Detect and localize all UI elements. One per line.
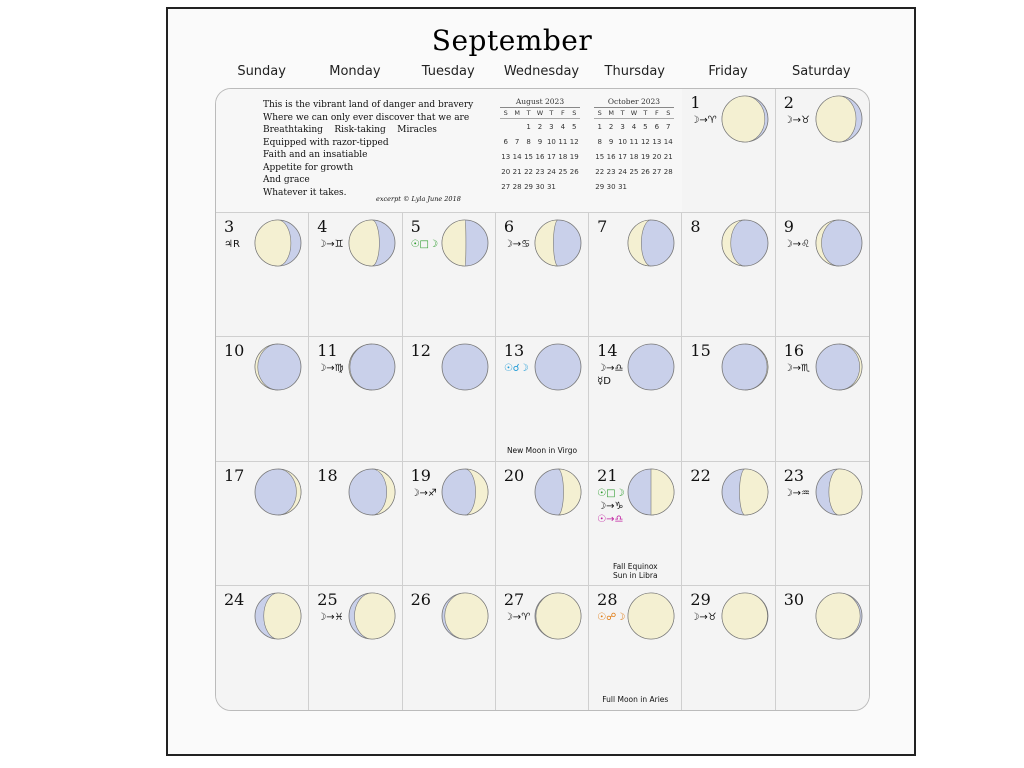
weekday-saturday: Saturday [792,64,851,79]
mini-date [651,179,662,194]
mini-date: 3 [549,122,554,131]
day-cell-22 [682,462,775,586]
weekday-monday: Monday [329,64,381,79]
mini-date: 6 [503,137,508,146]
astro-aspect: ☽→♈ [690,115,717,126]
mini-date [628,179,639,194]
day-number: 29 [690,589,711,609]
moon-event-note: New Moon in Virgo [506,446,578,456]
mini-calendar-table [594,109,674,194]
mini-date: 14 [512,152,522,161]
moon-phase-icon [627,592,675,640]
mini-date: 15 [595,152,605,161]
astro-aspect: ☽→♒ [783,487,811,499]
day-number: 19 [410,465,431,485]
day-cell-9 [776,213,869,337]
moon-phase-icon [534,592,582,640]
astro-aspect: ☽→♍ [317,363,344,375]
mini-date: 18 [558,152,568,161]
moon-event-note: Full Moon in Aries [602,694,669,704]
day-number: 6 [503,217,515,237]
moon-phase-icon [721,468,769,516]
day-cell-8 [682,213,775,337]
mini-date: 6 [654,122,660,131]
mini-date: 5 [643,122,648,131]
day-number: 17 [224,465,245,485]
moon-phase-icon [721,95,769,143]
mini-date: 19 [640,152,650,161]
mini-date: 13 [652,137,662,146]
moon-phase-icon [721,219,769,267]
day-cell-21 [589,462,682,586]
mini-date: 2 [608,122,614,131]
mini-date: 1 [597,122,602,131]
day-cell-25 [309,586,402,710]
mini-date: 3 [620,122,625,131]
day-cell-15 [682,337,775,461]
moon-event-note: Fall Equinox Sun in Libra [612,561,658,580]
mini-date [640,179,651,194]
day-cell-28 [589,586,682,710]
astro-aspect: ☉□☽ [410,239,438,251]
mini-weekday-label: T [640,109,651,119]
mini-date: 4 [631,122,637,131]
mini-weekday-label: W [628,109,639,119]
moon-phase-icon [627,343,675,391]
day-cell-3 [216,213,309,337]
day-number: 24 [224,589,245,609]
day-number: 11 [317,341,338,361]
day-number: 9 [783,217,794,237]
day-cell-13 [496,337,589,461]
poem-line: Faith and an insatiable [263,150,368,160]
month-title: September [431,24,593,57]
poem-line: Equipped with razor-tipped [263,137,389,148]
day-number: 3 [224,217,235,237]
mini-weekday-label: M [511,109,522,119]
mini-date: 28 [512,182,522,191]
day-number: 30 [783,589,805,609]
mini-calendar-title: October 2023 [594,97,674,108]
day-cell-17 [216,462,309,586]
mini-weekday-label: T [546,109,557,119]
mini-date: 27 [501,182,511,191]
mini-date: 30 [606,182,616,191]
day-cell-27 [496,586,589,710]
astro-aspect: ☽→♌ [783,239,811,251]
day-cell-20 [496,462,589,586]
mini-date: 12 [569,137,579,146]
day-cell-10 [216,337,309,461]
moon-phase-icon [348,468,396,516]
day-cell-29 [682,586,775,710]
astro-aspect: ☉☍☽ [597,611,626,623]
day-cell-16 [776,337,869,461]
day-number: 15 [690,341,711,361]
poem-line: This is the vibrant land of danger and bravery [263,100,474,110]
astro-aspect: ♃R [224,239,240,251]
mini-date: 11 [558,137,568,146]
moon-phase-icon [815,95,863,143]
day-cell-24 [216,586,309,710]
mini-date: 17 [618,152,628,161]
mini-date: 26 [640,167,650,176]
moon-phase-icon [254,468,302,516]
moon-phase-icon [441,343,489,391]
weekday-header [215,64,868,82]
poem-line: Where we can only ever discover that we are [263,112,470,123]
poem-line: Whatever it takes. [263,187,347,198]
poem-credit: excerpt © Lyla June 2018 [376,195,461,203]
mini-date [663,179,674,194]
astro-aspect: ☽→♊ [317,239,344,251]
mini-date: 28 [663,167,673,176]
weekday-thursday: Thursday [604,64,665,79]
poem [263,99,473,199]
mini-date: 5 [572,122,577,131]
mini-weekday-label: M [605,109,616,119]
mini-date: 2 [537,122,543,131]
mini-date: 29 [595,182,605,191]
mini-date: 18 [629,152,639,161]
moon-phase-icon [441,468,489,516]
day-number: 1 [690,93,701,112]
mini-date: 21 [663,152,673,161]
moon-phase-icon [627,219,675,267]
mini-date: 15 [524,152,534,161]
mini-date: 9 [537,137,543,146]
moon-phase-icon [815,592,863,640]
mini-weekday-label: S [663,109,674,119]
mini-date: 7 [666,122,671,131]
mini-weekday-label: S [500,109,511,119]
day-cell-5 [403,213,496,337]
astro-aspect: ☉□☽ [597,487,625,499]
mini-date [557,179,568,194]
mini-date: 24 [618,167,628,176]
mini-weekday-label: F [557,109,568,119]
astro-aspect: ☿D [597,376,611,388]
day-number: 13 [503,341,525,361]
mini-date: 16 [535,152,545,161]
moon-phase-icon [815,219,863,267]
day-cell-1 [682,89,775,213]
mini-date: 30 [535,182,545,191]
mini-calendar-previous [500,97,580,194]
astro-aspect: ☽→♉ [783,115,811,126]
day-number: 8 [690,217,701,237]
moon-phase-icon [721,592,769,640]
mini-date: 10 [546,137,556,146]
mini-date: 8 [526,137,531,146]
mini-date: 24 [546,167,556,176]
day-number: 4 [317,217,328,237]
day-cell-26 [403,586,496,710]
mini-weekday-label: W [534,109,545,119]
day-cell-11 [309,337,402,461]
mini-date: 25 [558,167,568,176]
mini-date: 23 [535,167,545,176]
mini-date: 22 [524,167,534,176]
day-number: 10 [224,341,245,361]
mini-date: 20 [652,152,662,161]
day-cell-30 [776,586,869,710]
mini-calendar-next [594,97,674,194]
astro-aspect: ☉☌☽ [503,363,529,375]
mini-weekday-label: T [523,109,534,119]
moon-phase-icon [441,219,489,267]
mini-date: 11 [629,137,639,146]
moon-phase-icon [815,468,863,516]
moon-phase-icon [254,219,302,267]
moon-phase-icon [348,219,396,267]
day-number: 26 [410,589,431,609]
mini-date: 17 [546,152,556,161]
moon-phase-icon [534,468,582,516]
day-number: 23 [783,465,805,485]
mini-weekday-label: T [617,109,628,119]
weekday-sunday: Sunday [237,64,286,79]
mini-date: 4 [560,122,566,131]
mini-date: 14 [663,137,673,146]
astro-aspect: ☽→♓ [317,611,344,623]
moon-phase-icon [254,343,302,391]
mini-date: 22 [595,167,605,176]
weekday-friday: Friday [708,64,748,79]
moon-phase-icon [534,219,582,267]
mini-date: 31 [546,182,556,191]
day-number: 7 [597,217,608,237]
mini-date: 26 [569,167,579,176]
mini-date: 27 [652,167,662,176]
day-number: 18 [317,465,338,485]
mini-weekday-label: F [651,109,662,119]
day-cell-14 [589,337,682,461]
mini-date: 7 [514,137,520,146]
mini-date [500,119,511,135]
day-cell-23 [776,462,869,586]
day-number: 28 [597,589,618,609]
mini-date: 23 [606,167,616,176]
day-number: 27 [503,589,525,609]
moon-phase-icon [348,343,396,391]
day-number: 2 [783,93,794,112]
day-cell-18 [309,462,402,586]
astro-aspect: ☽→♉ [690,611,717,623]
mini-date: 8 [597,137,602,146]
day-number: 14 [597,341,618,361]
day-number: 21 [597,465,618,485]
mini-date: 19 [569,152,579,161]
astro-aspect: ☽→♋ [503,239,531,251]
month-grid [215,88,870,711]
mini-date [511,119,522,135]
moon-phase-icon [815,343,863,391]
moon-phase-icon [627,468,675,516]
mini-weekday-label: S [594,109,605,119]
day-cell-12 [403,337,496,461]
day-number: 20 [503,465,525,485]
moon-phase-icon [721,343,769,391]
mini-date: 29 [524,182,534,191]
poem-line: Breathtaking Risk-taking Miracles [263,125,437,135]
day-cell-4 [309,213,402,337]
moon-phase-icon [254,592,302,640]
mini-calendar-title: August 2023 [500,97,580,108]
moon-phase-icon [441,592,489,640]
moon-phase-icon [348,592,396,640]
mini-date: 1 [526,122,531,131]
day-cell-19 [403,462,496,586]
mini-date: 16 [606,152,616,161]
mini-date: 12 [640,137,650,146]
mini-date [569,179,580,194]
astro-aspect: ☽→♐ [410,487,437,499]
day-number: 12 [410,341,431,361]
weekday-tuesday: Tuesday [421,64,475,79]
day-cell-6 [496,213,589,337]
moon-phase-icon [534,343,582,391]
poem-line: And grace [263,175,310,185]
day-number: 16 [783,341,805,361]
astro-aspect: ☽→♎ [597,363,624,375]
mini-date: 10 [618,137,628,146]
mini-date: 31 [618,182,628,191]
mini-date: 25 [629,167,639,176]
day-cell-7 [589,213,682,337]
astro-aspect: ☽→♈ [503,611,531,623]
day-number: 5 [410,217,421,237]
day-cell-2 [776,89,869,213]
mini-calendar-table [500,109,580,194]
astro-aspect: ☽→♏ [783,363,811,375]
mini-date: 21 [512,167,522,176]
day-number: 25 [317,589,338,609]
header-block [216,89,683,213]
day-number: 22 [690,465,711,485]
poem-line: Appetite for growth [263,162,354,173]
mini-weekday-label: S [569,109,580,119]
mini-date: 9 [608,137,614,146]
mini-date: 20 [501,167,511,176]
mini-date: 13 [501,152,511,161]
astro-aspect: ☉→♎ [597,513,624,525]
weekday-wednesday: Wednesday [503,64,580,79]
astro-aspect: ☽→♑ [597,500,624,512]
